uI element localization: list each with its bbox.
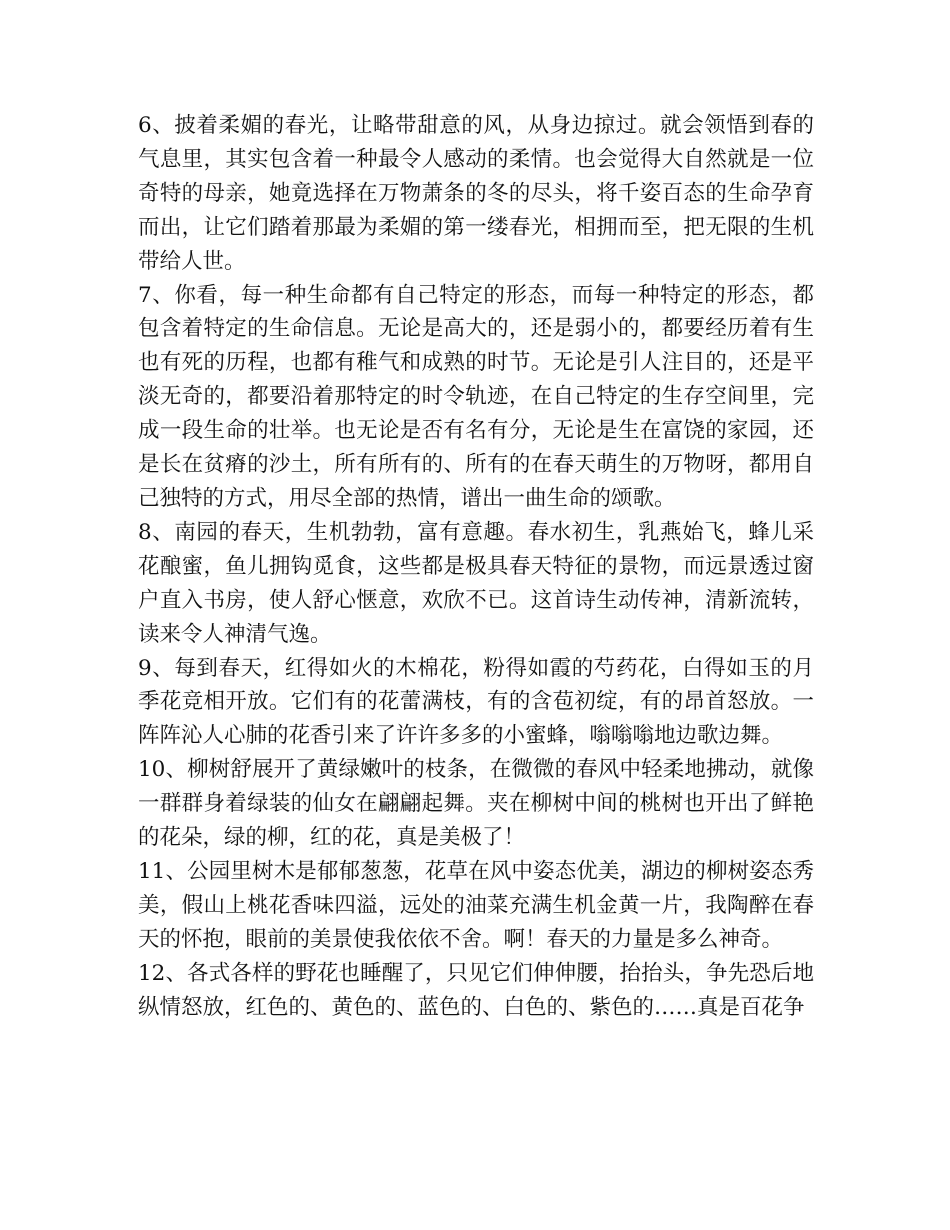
paragraph-6: 6、披着柔媚的春光，让略带甜意的风，从身边掠过。就会领悟到春的气息里，其实包含着一种最令人感动的柔情。也会觉得大自然就是一位奇特的母亲，她竟选择在万物萧条的冬的尽头，将千姿百态的生命孕育而出，让它们踏着那最为柔媚的第一缕春光，相拥而至，把无限的生机带给人世。 [138, 113, 814, 274]
paragraph-12: 12、各式各样的野花也睡醒了，只见它们伸伸腰，抬抬头，争先恐后地纵情怒放，红色的、黄色的、蓝色的、白色的、紫色的……真是百花争 [138, 960, 814, 1020]
document-page [138, 109, 814, 1024]
paragraph-9: 9、每到春天，红得如火的木棉花，粉得如霞的芍药花，白得如玉的月季花竞相开放。它们有的花蕾满枝，有的含苞初绽，有的昂首怒放。一阵阵沁人心肺的花香引来了许许多多的小蜜蜂，嗡嗡嗡地边歌边舞。 [138, 655, 814, 749]
paragraph-7: 7、你看，每一种生命都有自己特定的形态，而每一种特定的形态，都包含着特定的生命信息。无论是高大的，还是弱小的，都要经历着有生也有死的历程，也都有稚气和成熟的时节。无论是引人注目的，还是平淡无奇的，都要沿着那特定的时令轨迹，在自己特定的生存空间里，完成一段生命的壮举。也无论是否有名有分，无论是生在富饶的家园，还是长在贫瘠的沙土，所有所有的、所有的在春天萌生的万物呀，都用自己独特的方式，用尽全部的热情，谱出一曲生命的颂歌。 [138, 282, 814, 511]
paragraph-11: 11、公园里树木是郁郁葱葱，花草在风中姿态优美，湖边的柳树姿态秀美，假山上桃花香味四溢，远处的油菜充满生机金黄一片，我陶醉在春天的怀抱，眼前的美景使我依依不舍。啊！春天的力量是多么神奇。 [138, 858, 814, 952]
paragraph-10: 10、柳树舒展开了黄绿嫩叶的枝条，在微微的春风中轻柔地拂动，就像一群群身着绿装的仙女在翩翩起舞。夹在柳树中间的桃树也开出了鲜艳的花朵，绿的柳，红的花，真是美极了！ [138, 757, 814, 851]
paragraph-8: 8、南园的春天，生机勃勃，富有意趣。春水初生，乳燕始飞，蜂儿采花酿蜜，鱼儿拥钩觅食，这些都是极具春天特征的景物，而远景透过窗户直入书房，使人舒心惬意，欢欣不已。这首诗生动传神，清新流转，读来令人神清气逸。 [138, 519, 814, 647]
